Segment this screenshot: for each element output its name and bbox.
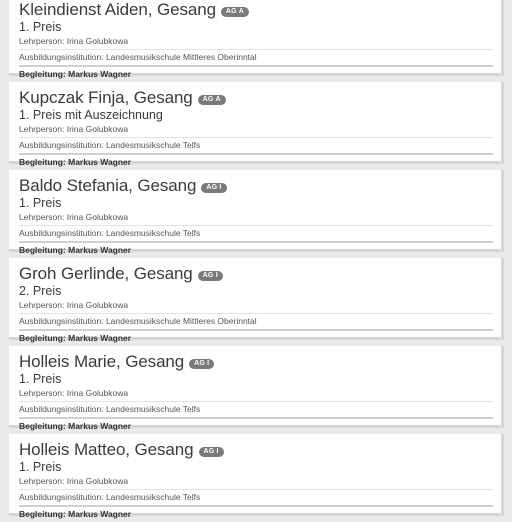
prize-label: 2. Preis bbox=[19, 284, 62, 298]
teacher-line: Lehrperson: Irina Golubkowa bbox=[19, 34, 493, 50]
card-title-row bbox=[19, 176, 493, 196]
age-group-badge: AG I bbox=[198, 271, 223, 281]
teacher-line: Lehrperson: Irina Golubkowa bbox=[19, 474, 493, 490]
result-card[interactable] bbox=[9, 0, 504, 79]
card-title-row bbox=[19, 0, 493, 20]
participant-name: Kupczak Finja, Gesang bbox=[19, 88, 193, 107]
accompaniment-line: Begleitung: Markus Wagner bbox=[19, 245, 132, 255]
participant-name: Holleis Matteo, Gesang bbox=[19, 440, 194, 459]
result-card[interactable] bbox=[9, 170, 504, 255]
teacher-line: Lehrperson: Irina Golubkowa bbox=[19, 210, 493, 226]
prize-label: 1. Preis bbox=[19, 460, 62, 474]
accompaniment-line: Begleitung: Markus Wagner bbox=[19, 509, 132, 519]
prize-label: 1. Preis mit Auszeichnung bbox=[19, 108, 163, 122]
result-card[interactable] bbox=[9, 82, 504, 167]
institution-line: Ausbildungsinstitution: Landesmusikschule Telfs bbox=[19, 138, 493, 155]
age-group-badge: AG I bbox=[189, 359, 214, 369]
prize-label: 1. Preis bbox=[19, 20, 62, 34]
participant-name: Groh Gerlinde, Gesang bbox=[19, 264, 193, 283]
accompaniment-line: Begleitung: Markus Wagner bbox=[19, 333, 132, 343]
institution-line: Ausbildungsinstitution: Landesmusikschule Telfs bbox=[19, 402, 493, 419]
card-title-row bbox=[19, 352, 493, 372]
teacher-line: Lehrperson: Irina Golubkowa bbox=[19, 298, 493, 314]
institution-line: Ausbildungsinstitution: Landesmusikschule Telfs bbox=[19, 226, 493, 243]
age-group-badge: AG A bbox=[221, 7, 249, 17]
participant-name: Holleis Marie, Gesang bbox=[19, 352, 185, 371]
accompaniment-line: Begleitung: Markus Wagner bbox=[19, 421, 132, 431]
prize-label: 1. Preis bbox=[19, 196, 62, 210]
age-group-badge: AG I bbox=[201, 183, 226, 193]
card-title-row bbox=[19, 440, 493, 460]
prize-label: 1. Preis bbox=[19, 372, 62, 386]
accompaniment-line: Begleitung: Markus Wagner bbox=[19, 157, 132, 167]
institution-line: Ausbildungsinstitution: Landesmusikschule Mittleres Oberinntal bbox=[19, 314, 493, 331]
participant-name: Baldo Stefania, Gesang bbox=[19, 176, 197, 195]
result-card[interactable] bbox=[9, 346, 504, 431]
teacher-line: Lehrperson: Irina Golubkowa bbox=[19, 386, 493, 402]
card-title-row bbox=[19, 88, 493, 108]
card-title-row bbox=[19, 264, 493, 284]
age-group-badge: AG I bbox=[199, 447, 224, 457]
result-card[interactable] bbox=[9, 434, 504, 519]
teacher-line: Lehrperson: Irina Golubkowa bbox=[19, 122, 493, 138]
participant-name: Kleindienst Aiden, Gesang bbox=[19, 0, 216, 19]
institution-line: Ausbildungsinstitution: Landesmusikschule Telfs bbox=[19, 490, 493, 507]
accompaniment-line: Begleitung: Markus Wagner bbox=[19, 69, 132, 79]
result-card[interactable] bbox=[9, 258, 504, 343]
institution-line: Ausbildungsinstitution: Landesmusikschule Mittleres Oberinntal bbox=[19, 50, 493, 67]
age-group-badge: AG A bbox=[198, 95, 226, 105]
